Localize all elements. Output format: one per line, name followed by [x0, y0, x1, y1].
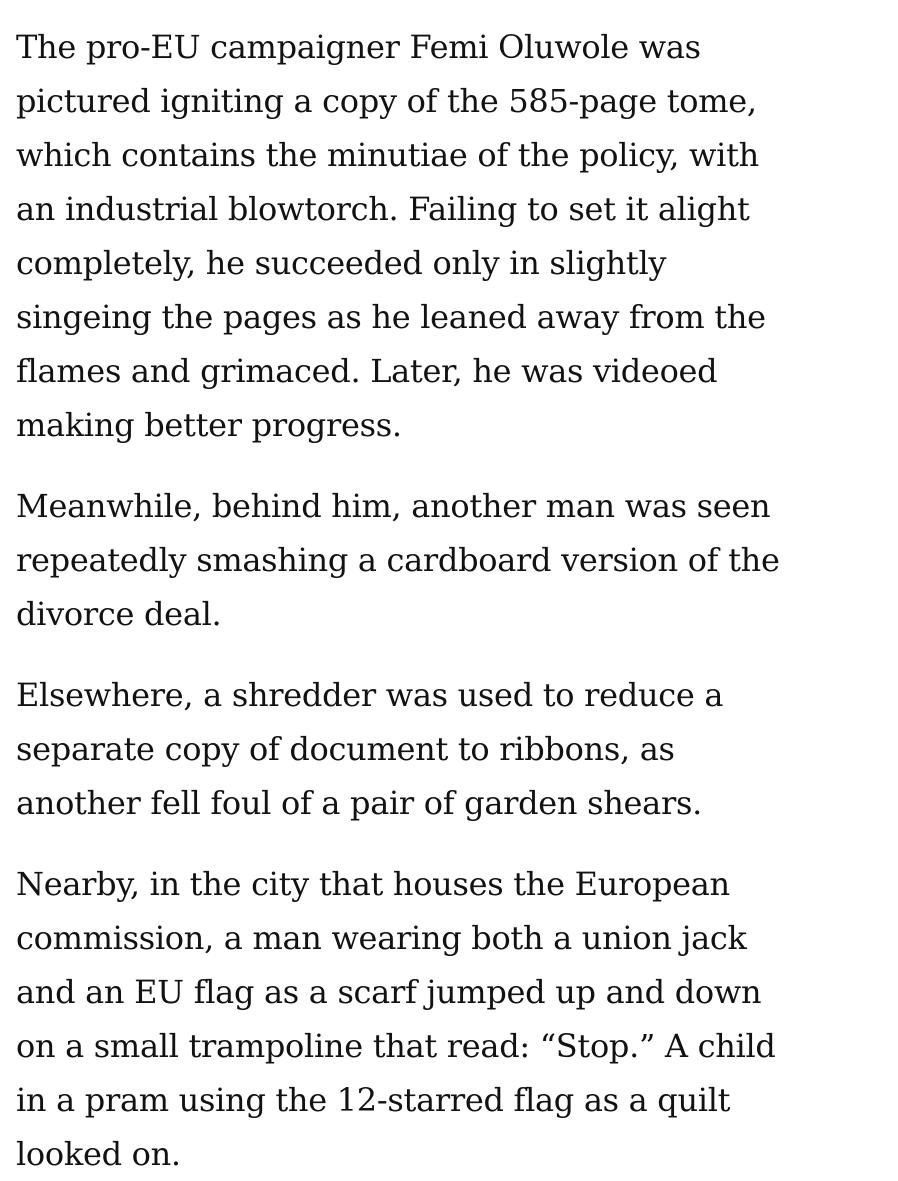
article-paragraph-1: The pro-EU campaigner Femi Oluwole was pictured igniting a copy of the 585-page tome, which contains the minutiae of the policy, with an industrial blowtorch. Failing to set it alight completely, he succeeded only in slightly singeing the pages as he leaned away from the flames and grimaced. Later, he was videoed making better progress. [16, 28, 766, 444]
article-paragraph-4: Nearby, in the city that houses the European commission, a man wearing both a union jack and an EU flag as a scarf jumped up and down on a small trampoline that read: “Stop.” A child in a pram using the 12-starred flag as a quilt looked on. [16, 865, 776, 1173]
article-paragraph-3: Elsewhere, a shredder was used to reduce a separate copy of document to ribbons, as another fell foul of a pair of garden shears. [16, 676, 724, 822]
article-paragraph-2: Meanwhile, behind him, another man was seen repeatedly smashing a cardboard version of the divorce deal. [16, 487, 780, 633]
